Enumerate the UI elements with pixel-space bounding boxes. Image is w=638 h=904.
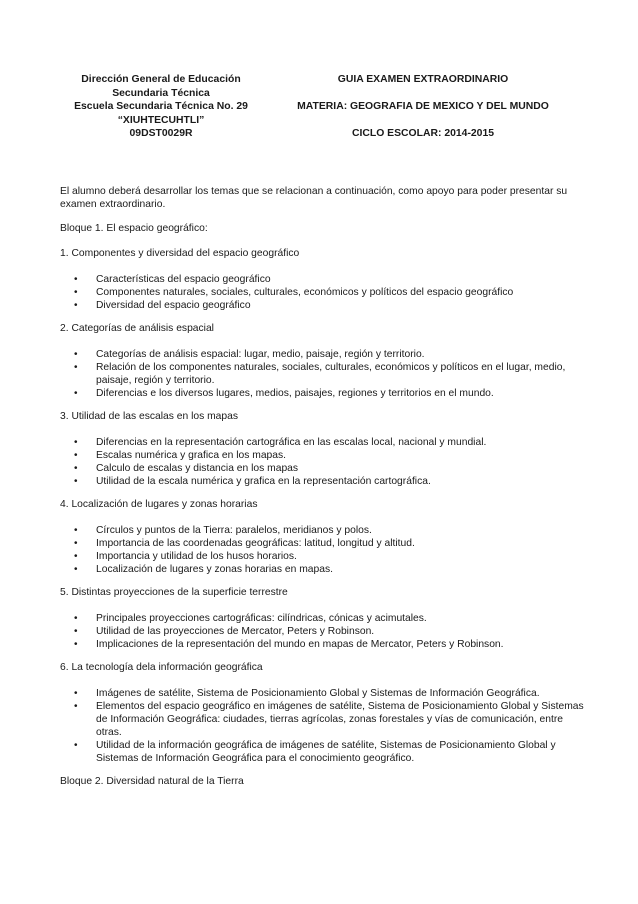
intro-paragraph: El alumno deberá desarrollar los temas que se relacionan a continuación, como apoyo para poder presentar su examen extraordinario. (60, 186, 568, 210)
section-2-list (60, 348, 590, 400)
header-line-1: Dirección General de Educación (81, 74, 241, 85)
block-1-title: Bloque 1. El espacio geográfico: (60, 223, 208, 234)
list-item: • Círculos y puntos de la Tierra: paralelos, meridianos y polos. (60, 524, 590, 537)
section-5-list (60, 612, 590, 651)
list-item: • Elementos del espacio geográfico en imágenes de satélite, Sistema de Posicionamiento Global y Sistemas de Información Geográfica: ciudades, tierras agrícolas, zonas forestales y vías de comunicación, entre otras. (60, 700, 590, 739)
section-6-title: 6. La tecnología dela información geográfica (60, 662, 263, 673)
list-item: • Implicaciones de la representación del mundo en mapas de Mercator, Peters y Robinson. (60, 638, 590, 651)
list-item: • Localización de lugares y zonas horarias en mapas. (60, 563, 590, 576)
list-item: • Utilidad de la escala numérica y grafica en la representación cartográfica. (60, 475, 590, 488)
section-3-list (60, 436, 590, 488)
list-item: • Relación de los componentes naturales, sociales, culturales, económicos y políticos en el lugar, medio, paisaje, región y territorio. (60, 361, 590, 387)
section-2-title: 2. Categorías de análisis espacial (60, 323, 214, 334)
exam-subject: MATERIA: GEOGRAFIA DE MEXICO Y DEL MUNDO (297, 101, 549, 113)
header-line-5: 09DST0029R (129, 128, 193, 140)
school-cycle: CICLO ESCOLAR: 2014-2015 (351, 128, 495, 140)
list-item: • Importancia y utilidad de los husos horarios. (60, 550, 590, 563)
list-item: • Principales proyecciones cartográficas: cilíndricas, cónicas y acimutales. (60, 612, 590, 625)
exam-header (268, 73, 578, 141)
list-item: • Escalas numérica y grafica en los mapas. (60, 449, 590, 462)
section-1-list (60, 273, 590, 312)
header-line-3: Escuela Secundaria Técnica No. 29 (74, 101, 248, 113)
list-item: • Características del espacio geográfico (60, 273, 590, 286)
section-1-title: 1. Componentes y diversidad del espacio geográfico (60, 248, 300, 259)
header-line-2: Secundaria Técnica (112, 87, 210, 99)
list-item: • Componentes naturales, sociales, culturales, económicos y políticos del espacio geográfico (60, 286, 590, 299)
list-item: • Categorías de análisis espacial: lugar, medio, paisaje, región y territorio. (60, 348, 590, 361)
school-header (58, 73, 264, 141)
list-item: • Utilidad de las proyecciones de Mercator, Peters y Robinson. (60, 625, 590, 638)
section-5-title: 5. Distintas proyecciones de la superficie terrestre (60, 587, 288, 598)
list-item: • Imágenes de satélite, Sistema de Posicionamiento Global y Sistemas de Información Geográfica. (60, 687, 590, 700)
section-6-list (60, 687, 590, 765)
document-body (60, 185, 590, 800)
header-line-4: “XIUHTECUHTLI” (117, 114, 205, 126)
section-3-title: 3. Utilidad de las escalas en los mapas (60, 411, 239, 422)
list-item: • Calculo de escalas y distancia en los mapas (60, 462, 590, 475)
list-item: • Utilidad de la información geográfica de imágenes de satélite, Sistemas de Posicionamiento Global y Sistemas de Información Geográfica para el conocimiento geográfico. (60, 739, 590, 765)
list-item: • Importancia de las coordenadas geográficas: latitud, longitud y altitud. (60, 537, 590, 550)
list-item: • Diversidad del espacio geográfico (60, 299, 590, 312)
section-4-list (60, 524, 590, 576)
list-item: • Diferencias e los diversos lugares, medios, paisajes, regiones y territorios en el mundo. (60, 387, 590, 400)
exam-title: GUIA EXAMEN EXTRAORDINARIO (337, 74, 509, 85)
section-4-title: 4. Localización de lugares y zonas horarias (60, 499, 258, 510)
list-item: • Diferencias en la representación cartográfica en las escalas local, nacional y mundial. (60, 436, 590, 449)
block-2-title: Bloque 2. Diversidad natural de la Tierra (60, 776, 244, 787)
